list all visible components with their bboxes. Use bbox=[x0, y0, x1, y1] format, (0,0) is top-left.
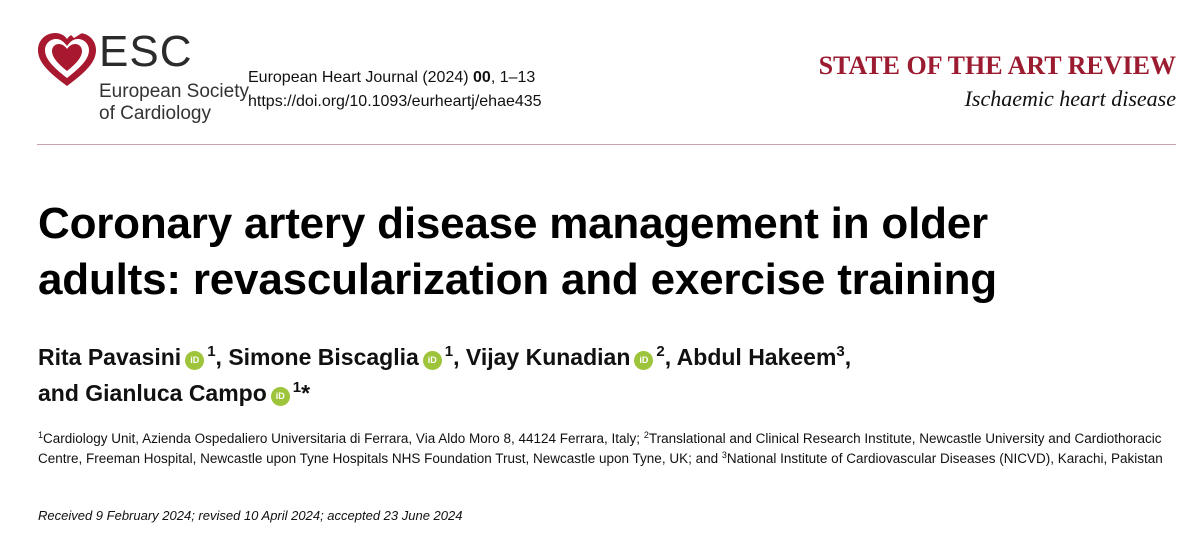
doi-link[interactable]: https://doi.org/10.1093/eurheartj/ehae435 bbox=[248, 93, 542, 110]
orcid-icon[interactable]: iD bbox=[185, 351, 204, 370]
article-topic: Ischaemic heart disease bbox=[964, 86, 1176, 111]
author-name[interactable]: Abdul Hakeem bbox=[676, 344, 837, 370]
corresponding-mark: * bbox=[301, 380, 311, 406]
orcid-icon[interactable]: iD bbox=[634, 351, 653, 370]
author-list: Rita Pavasini iD $^1$, Simone Biscaglia iD $^1$, Vijay Kunadian iD $^2$, Abdul Hakeem$^3$, and Gianluca Campo iD $^1$* bbox=[38, 343, 852, 406]
society-name: European Society of Cardiology bbox=[99, 81, 249, 124]
article-title: Coronary artery disease management in older adults: revascularization and exercise training bbox=[38, 199, 997, 304]
author-name[interactable]: Vijay Kunadian bbox=[465, 344, 631, 370]
article-dates: Received 9 February 2024; revised 10 April 2024; accepted 23 June 2024 bbox=[38, 508, 463, 523]
esc-acronym: ESC bbox=[99, 27, 193, 76]
author-name[interactable]: Simone Biscaglia bbox=[228, 344, 419, 370]
author-name[interactable]: and Gianluca Campo bbox=[38, 380, 267, 406]
affiliations: $^1$Cardiology Unit, Azienda Ospedaliero Universitaria di Ferrara, Via Aldo Moro 8, 44124 Ferrara, Italy; $^2$Translational and Clinical Research Institute, Newcastle University and Cardiothoracic Centre, Freeman Hospital, Newcastle upon Tyne Hospitals NHS Foundation Trust, Newcastle upon Tyne, UK; and $^3$National Institute of Cardiovascular Diseases (NICVD), Karachi, Pakistan bbox=[38, 430, 1163, 466]
article-type: STATE OF THE ART REVIEW bbox=[818, 51, 1176, 80]
esc-heart-logo-icon bbox=[34, 30, 100, 90]
journal-citation: European Heart Journal (2024) 00, 1–13 https://doi.org/10.1093/eurheartj/ehae435 bbox=[248, 66, 542, 114]
author-name[interactable]: Rita Pavasini bbox=[38, 344, 182, 370]
header-divider bbox=[37, 144, 1176, 145]
orcid-icon[interactable]: iD bbox=[271, 387, 290, 406]
orcid-icon[interactable]: iD bbox=[423, 351, 442, 370]
